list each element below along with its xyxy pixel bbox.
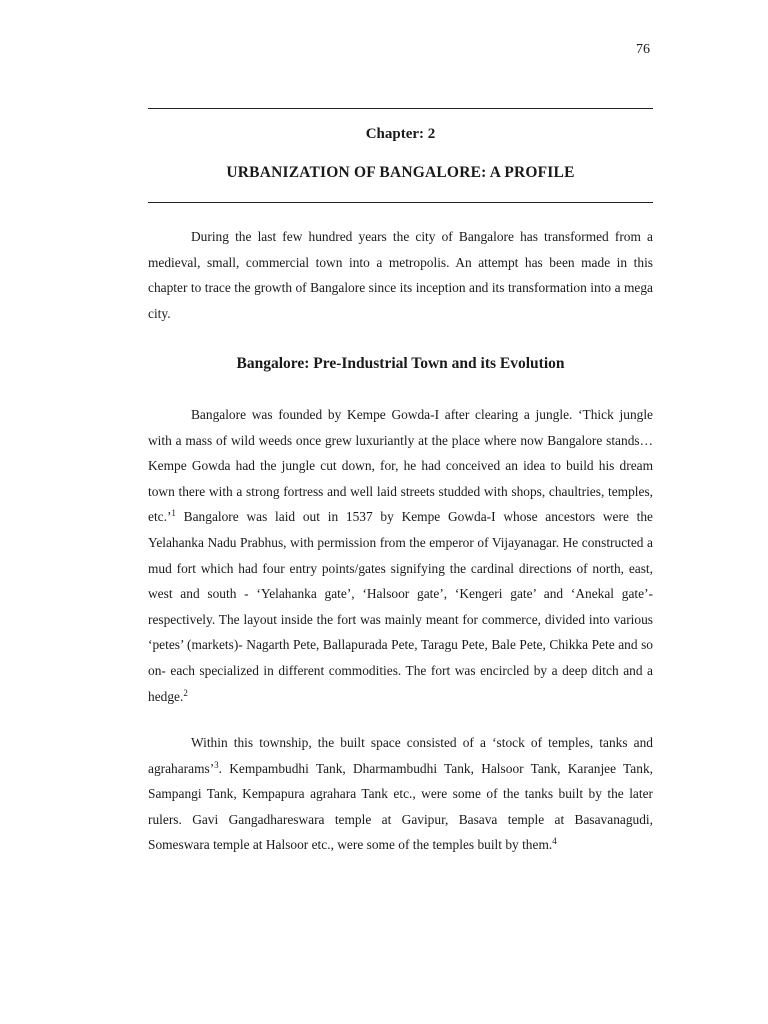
founding-text-2: Bangalore was laid out in 1537 by Kempe Gowda-I whose ancestors were the Yelahanka Nadu Prabhus, with permission from the emperor of Vijayanagar. He constructed a mud fort which had four entry points/gates signifying the cardinal directions of north, east, west and south - ‘Yelahanka gate’, ‘Halsoor gate’, ‘Kengeri gate’ and ‘Anekal gate’- respectively. The layout inside the fort was mainly meant for commerce, divided into various ‘petes’ (markets)- Nagarth Pete, Ballapurada Pete, Taragu Pete, Bale Pete, Chikka Pete and so on- each specialized in different commodities. The fort was encircled by a deep ditch and a hedge. <box>148 509 653 704</box>
intro-text: During the last few hundred years the city of Bangalore has transformed from a medieval, small, commercial town into a metropolis. An attempt has been made in this chapter to trace the growth of Bangalore since its inception and its transformation into a mega city. <box>148 229 653 321</box>
founding-text-1: Bangalore was founded by Kempe Gowda-I after clearing a jungle. ‘Thick jungle with a mass of wild weeds once grew luxuriantly at the place where now Bangalore stands…Kempe Gowda had the jungle cut down, for, he had conceived an idea to build his dream town there with a strong fortress and well laid streets studded with shops, chaultries, temples, etc.’ <box>148 407 653 525</box>
intro-paragraph <box>148 224 653 326</box>
chapter-title: URBANIZATION OF BANGALORE: A PROFILE <box>226 164 575 181</box>
bottom-rule <box>148 202 653 203</box>
footnote-ref-2: 2 <box>183 687 188 698</box>
footnote-ref-4: 4 <box>552 836 557 847</box>
township-text-1: Within this township, the built space consisted of a ‘stock of temples, tanks and agraharams’ <box>148 735 653 776</box>
chapter-label: Chapter: 2 <box>365 126 436 142</box>
section-heading: Bangalore: Pre-Industrial Town and its Evolution <box>236 355 565 372</box>
township-text-2: . Kempambudhi Tank, Dharmambudhi Tank, Halsoor Tank, Karanjee Tank, Sampangi Tank, Kempapura agrahara Tank etc., were some of the tanks built by the later rulers. Gavi Gangadhareswara temple at Gavipur, Basava temple at Basavanagudi, Someswara temple at Halsoor etc., were some of the temples built by them. <box>148 760 653 853</box>
township-paragraph <box>148 730 653 858</box>
footnote-ref-3: 3 <box>214 759 219 770</box>
page-number: 76 <box>636 42 650 57</box>
top-rule <box>148 108 653 109</box>
founding-paragraph <box>148 402 653 709</box>
footnote-ref-1: 1 <box>171 508 176 519</box>
